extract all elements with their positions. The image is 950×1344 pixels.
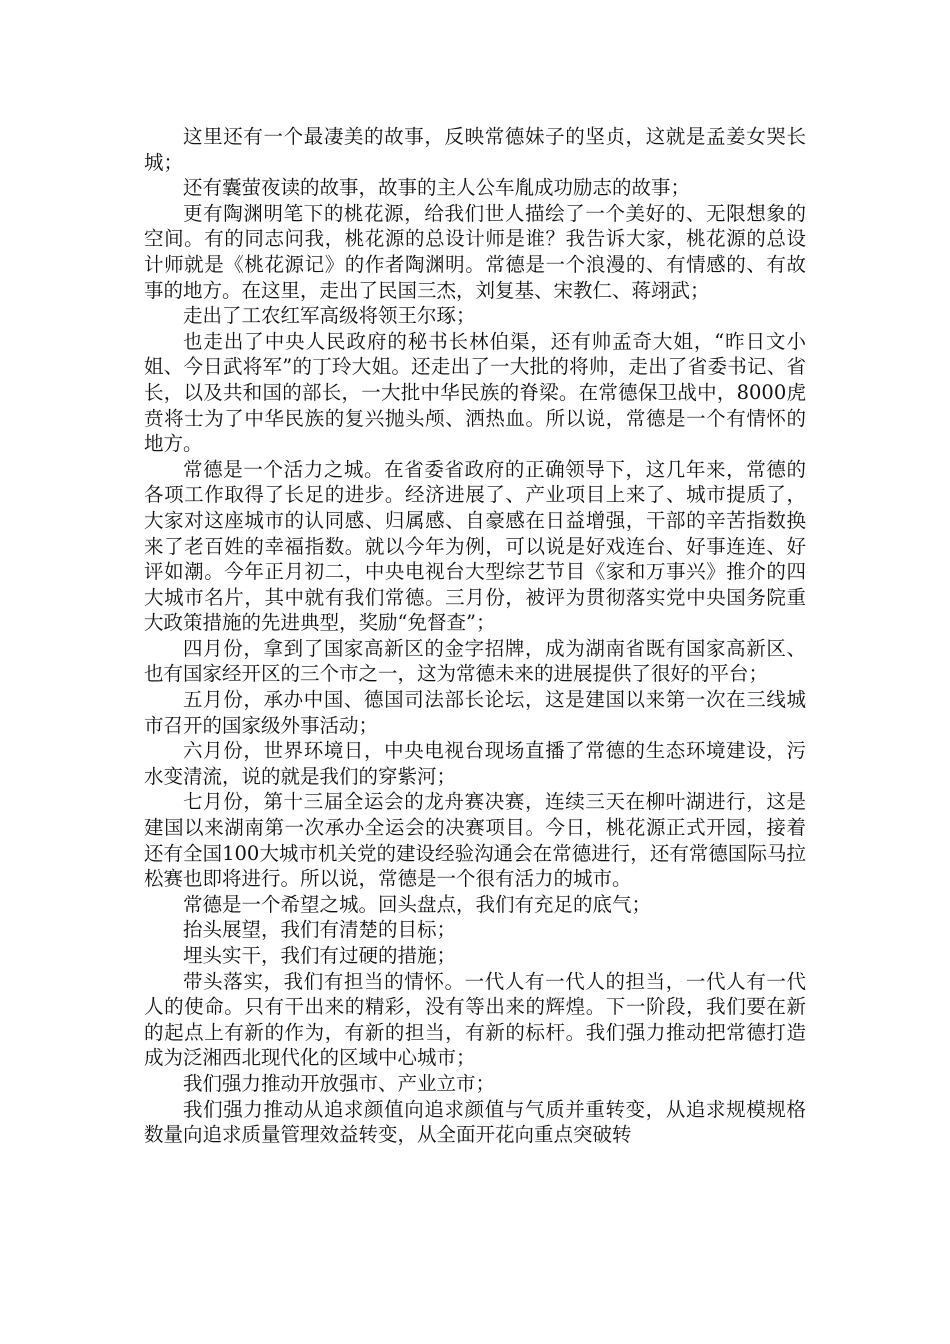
paragraph: 带头落实，我们有担当的情怀。一代人有一代人的担当，一代人有一代人的使命。只有干出来的精彩，没有等出来的辉煌。下一阶段，我们要在新的起点上有新的作为，有新的担当，有新的标杆。我们强力推动把常德打造成为泛湘西北现代化的区域中心城市； [144,969,806,1070]
paragraph: 我们强力推动从追求颜值向追求颜值与气质并重转变，从追求规模规格数量向追求质量管理效益转变，从全面开花向重点突破转 [144,1097,806,1147]
paragraph: 六月份，世界环境日，中央电视台现场直播了常德的生态环境建设，污水变清流，说的就是我们的穿紫河； [144,739,806,788]
paragraph: 抬头展望，我们有清楚的目标； [183,918,457,942]
paragraph: 五月份，承办中国、德国司法部长论坛，这是建国以来第一次在三线城市召开的国家级外事活动； [144,688,806,737]
paragraph: 也走出了中央人民政府的秘书长林伯渠，还有帅孟奇大姐，“昨日文小姐、今日武将军”的丁玲大姐。还走出了一大批的将帅，走出了省委书记、省长，以及共和国的部长，一大批中华民族的脊梁。在常德保卫战中，8000虎贲将士为了中华民族的复兴抛头颅、洒热血。所以说，常德是一个有情怀的地方。 [144,329,806,456]
paragraph: 更有陶渊明笔下的桃花源，给我们世人描绘了一个美好的、无限想象的空间。有的同志问我，桃花源的总设计师是谁？我告诉大家，桃花源的总设计师就是《桃花源记》的作者陶渊明。常德是一个浪漫的、有情感的、有故事的地方。在这里，走出了民国三杰，刘复基、宋教仁、蒋翊武； [144,201,806,302]
paragraph: 还有囊萤夜读的故事，故事的主人公车胤成功励志的故事； [183,176,691,200]
paragraph: 我们强力推动开放强市、产业立市； [183,1071,496,1095]
paragraph: 七月份，第十三届全运会的龙舟赛决赛，连续三天在柳叶湖进行，这是建国以来湖南第一次承办全运会的决赛项目。今日，桃花源正式开园，接着还有全国100大城市机关党的建设经验沟通会在常德进行，还有常德国际马拉松赛也即将进行。所以说，常德是一个很有活力的城市。 [144,790,806,891]
paragraph: 四月份，拿到了国家高新区的金字招牌，成为湖南省既有国家高新区、也有国家经开区的三个市之一，这为常德未来的进展提供了很好的平台； [144,636,806,686]
paragraph: 埋头实干，我们有过硬的措施； [183,944,457,967]
paragraph: 常德是一个希望之城。回头盘点，我们有充足的底气； [183,892,652,916]
paragraph: 这里还有一个最凄美的故事，反映常德妹子的坚贞，这就是孟姜女哭长城； [144,125,806,174]
paragraph: 常德是一个活力之城。在省委省政府的正确领导下，这几年来，常德的各项工作取得了长足的进步。经济进展了、产业项目上来了、城市提质了，大家对这座城市的认同感、归属感、自豪感在日益增强，干部的辛苦指数换来了老百姓的幸福指数。就以今年为例，可以说是好戏连台、好事连连、好评如潮。今年正月初二，中央电视台大型综艺节目《家和万事兴》推介的四大城市名片，其中就有我们常德。三月份，被评为贯彻落实党中央国务院重大政策措施的先进典型，奖励“免督查”； [144,457,806,635]
document-body [144,124,806,1148]
paragraph: 走出了工农红军高级将领王尔琢； [183,304,476,328]
